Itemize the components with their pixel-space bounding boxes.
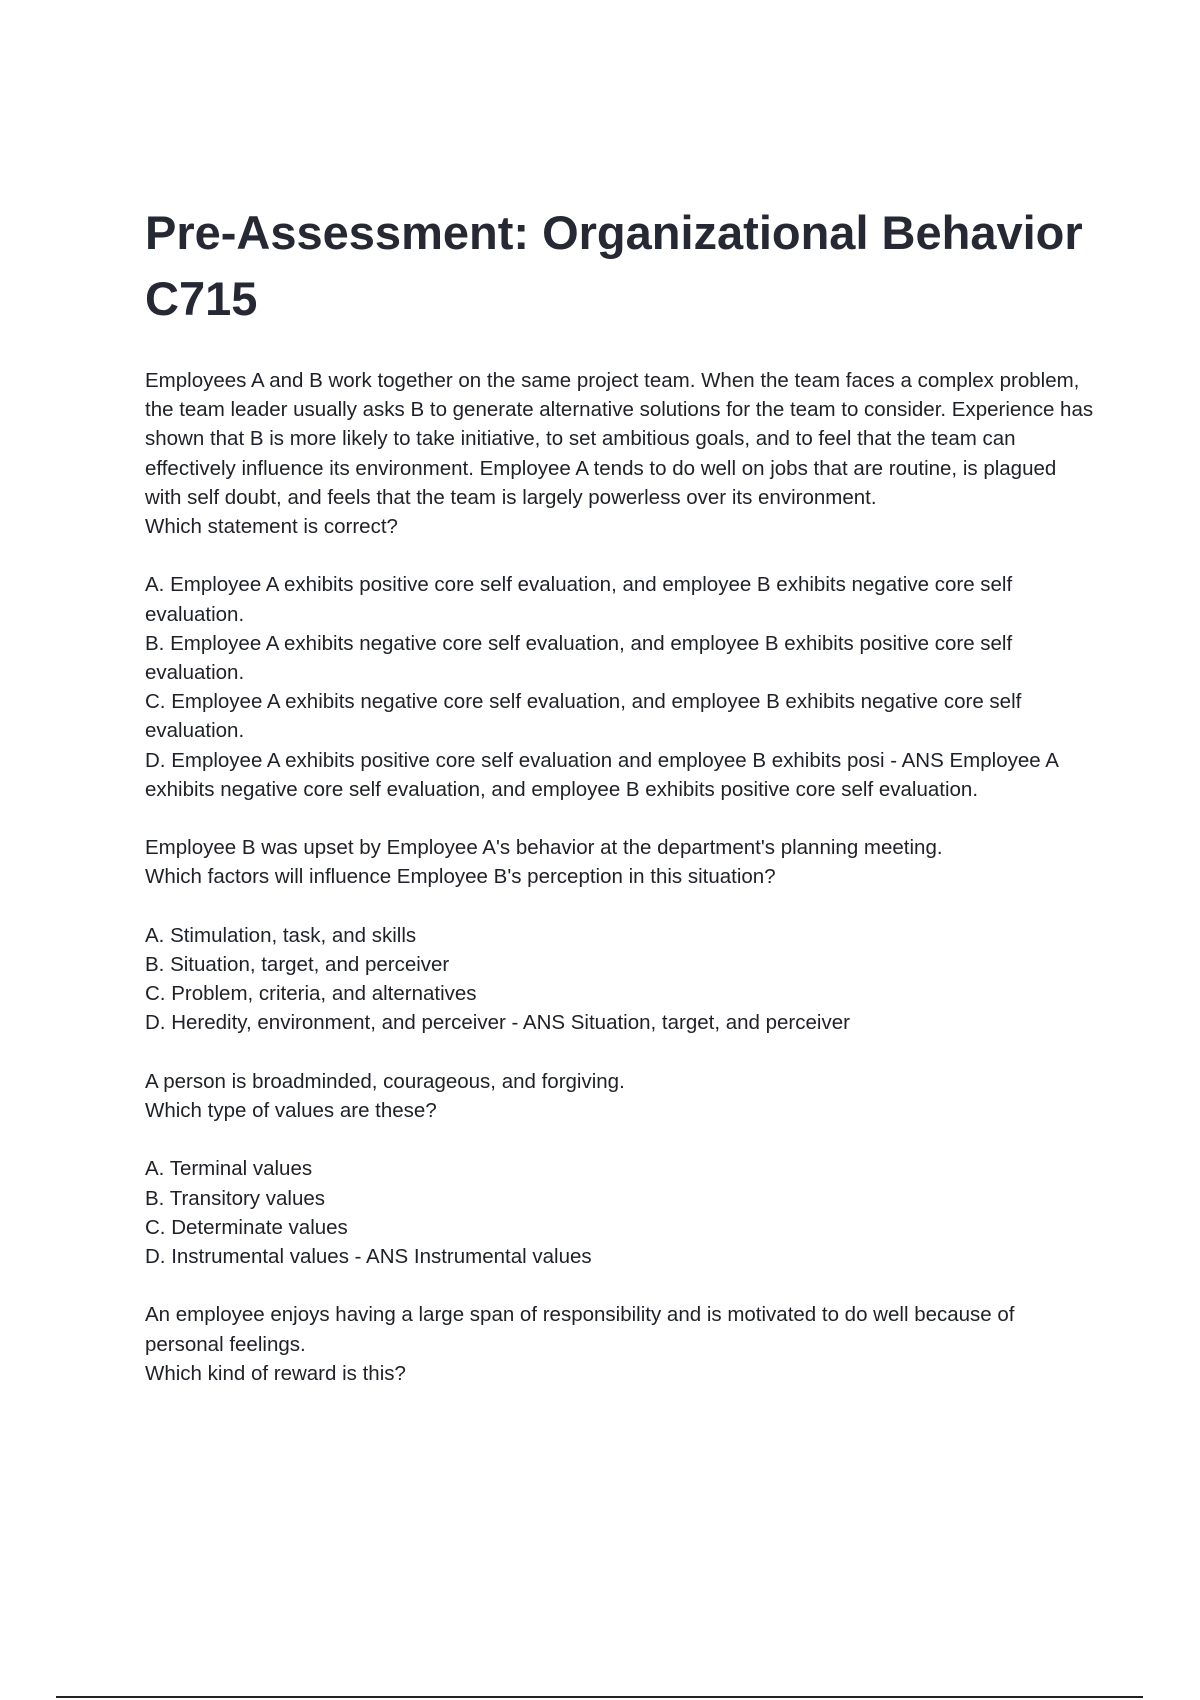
- option: A. Terminal values: [145, 1157, 313, 1181]
- question-3-options: [145, 1154, 1095, 1271]
- question-1: [145, 366, 1095, 541]
- option-with-answer: D. Instrumental values - ANS Instrumental values: [145, 1245, 592, 1269]
- question-stem: A person is broadminded, courageous, and forgiving.: [145, 1069, 625, 1093]
- option: C. Determinate values: [145, 1215, 348, 1239]
- option: B. Situation, target, and perceiver: [145, 953, 450, 977]
- question-stem: Employees A and B work together on the same project team. When the team faces a complex problem, the team leader usually asks B to generate alternative solutions for the team to consider. Experience has shown that B is more likely to take initiative, to set ambitious goals, and to feel that the team can effectively influence its environment. Employee A tends to do well on jobs that are routine, is plagued with self doubt, and feels that the team is largely powerless over its environment.: [145, 369, 1094, 509]
- option-with-answer: D. Employee A exhibits positive core self evaluation and employee B exhibits posi - ANS Employee A exhibits negative core self evaluation, and employee B exhibits positive core self evaluation.: [145, 748, 1058, 801]
- option: A. Stimulation, task, and skills: [145, 923, 417, 947]
- page-footer-rule: [56, 1696, 1143, 1698]
- option-with-answer: D. Heredity, environment, and perceiver - ANS Situation, target, and perceiver: [145, 1011, 850, 1035]
- page-title: Pre-Assessment: Organizational Behavior C715: [145, 206, 1083, 325]
- option: C. Problem, criteria, and alternatives: [145, 982, 477, 1006]
- document-body: [145, 366, 1095, 1417]
- question-2-options: [145, 921, 1095, 1038]
- question-prompt: Which kind of reward is this?: [145, 1361, 406, 1385]
- option: B. Transitory values: [145, 1186, 326, 1210]
- question-1-options: [145, 570, 1095, 804]
- question-prompt: Which statement is correct?: [145, 515, 398, 539]
- option: C. Employee A exhibits negative core self evaluation, and employee B exhibits negative core self evaluation.: [145, 690, 1022, 743]
- question-2: [145, 833, 1095, 891]
- question-4: [145, 1300, 1095, 1388]
- option: A. Employee A exhibits positive core self evaluation, and employee B exhibits negative core self evaluation.: [145, 573, 1013, 626]
- question-stem: Employee B was upset by Employee A's behavior at the department's planning meeting.: [145, 836, 943, 860]
- question-prompt: Which type of values are these?: [145, 1099, 437, 1123]
- question-prompt: Which factors will influence Employee B's perception in this situation?: [145, 865, 776, 889]
- option: B. Employee A exhibits negative core self evaluation, and employee B exhibits positive core self evaluation.: [145, 631, 1013, 685]
- question-stem: An employee enjoys having a large span of responsibility and is motivated to do well because of personal feelings.: [145, 1303, 1015, 1356]
- question-3: [145, 1067, 1095, 1125]
